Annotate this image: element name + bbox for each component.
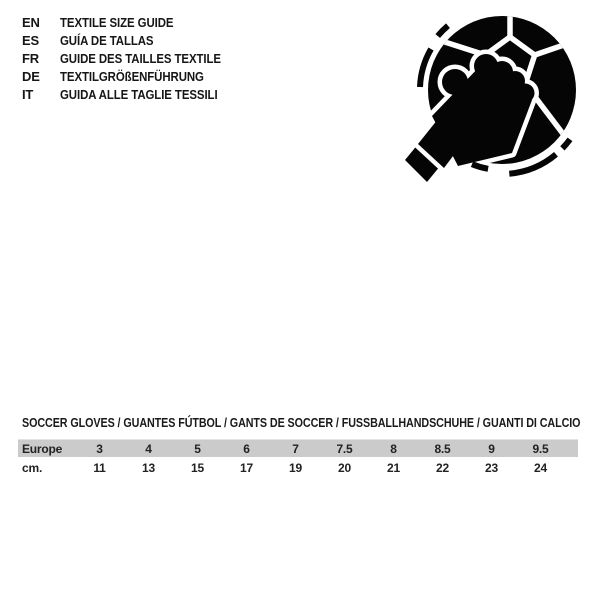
language-label: GUIDA ALLE TAGLIE TESSILI bbox=[60, 86, 218, 102]
language-row-en bbox=[22, 13, 243, 31]
cm-size-cell: 15 bbox=[191, 460, 204, 475]
goalkeeper-glove-soccer-ball-icon bbox=[398, 8, 586, 196]
europe-size-cell: 3 bbox=[96, 441, 103, 456]
cm-size-cell: 17 bbox=[240, 460, 253, 475]
language-label: GUIDE DES TAILLES TEXTILE bbox=[60, 50, 221, 66]
cm-size-cell: 11 bbox=[93, 460, 106, 475]
europe-size-cell: 8 bbox=[390, 441, 397, 456]
language-row-it bbox=[22, 85, 243, 103]
cm-size-cell: 19 bbox=[289, 460, 302, 475]
language-row-es bbox=[22, 31, 243, 49]
language-row-de bbox=[22, 67, 243, 85]
cm-size-cell: 22 bbox=[436, 460, 449, 475]
size-table-row-cm bbox=[18, 459, 578, 476]
language-code: IT bbox=[22, 86, 34, 102]
row-label-europe: Europe bbox=[22, 441, 63, 456]
language-label: TEXTILE SIZE GUIDE bbox=[60, 14, 174, 30]
europe-size-cell: 7.5 bbox=[336, 441, 353, 456]
size-table bbox=[18, 439, 578, 476]
europe-size-cell: 9 bbox=[488, 441, 495, 456]
language-code: FR bbox=[22, 50, 39, 66]
language-row-fr bbox=[22, 49, 243, 67]
cm-size-cell: 21 bbox=[387, 460, 400, 475]
size-table-row-europe bbox=[18, 440, 578, 457]
cm-size-cell: 13 bbox=[142, 460, 155, 475]
language-code: ES bbox=[22, 32, 39, 48]
europe-size-cell: 6 bbox=[243, 441, 250, 456]
cm-size-cell: 24 bbox=[534, 460, 547, 475]
language-legend bbox=[22, 13, 243, 103]
europe-size-cell: 8.5 bbox=[434, 441, 451, 456]
row-label-cm: cm. bbox=[22, 460, 43, 475]
europe-size-cell: 4 bbox=[145, 441, 152, 456]
cm-size-cell: 23 bbox=[485, 460, 498, 475]
language-label: GUÍA DE TALLAS bbox=[60, 32, 154, 48]
language-code: EN bbox=[22, 14, 40, 30]
language-label: TEXTILGRÖßENFÜHRUNG bbox=[60, 68, 204, 84]
language-code: DE bbox=[22, 68, 40, 84]
europe-size-cell: 7 bbox=[292, 441, 299, 456]
size-table-title: SOCCER GLOVES / GUANTES FÚTBOL / GANTS DE SOCCER / FUSSBALLHANDSCHUHE / GUANTI DI CALCIO bbox=[22, 416, 581, 430]
europe-size-cell: 5 bbox=[194, 441, 201, 456]
europe-size-cell: 9.5 bbox=[532, 441, 549, 456]
cm-size-cell: 20 bbox=[338, 460, 351, 475]
